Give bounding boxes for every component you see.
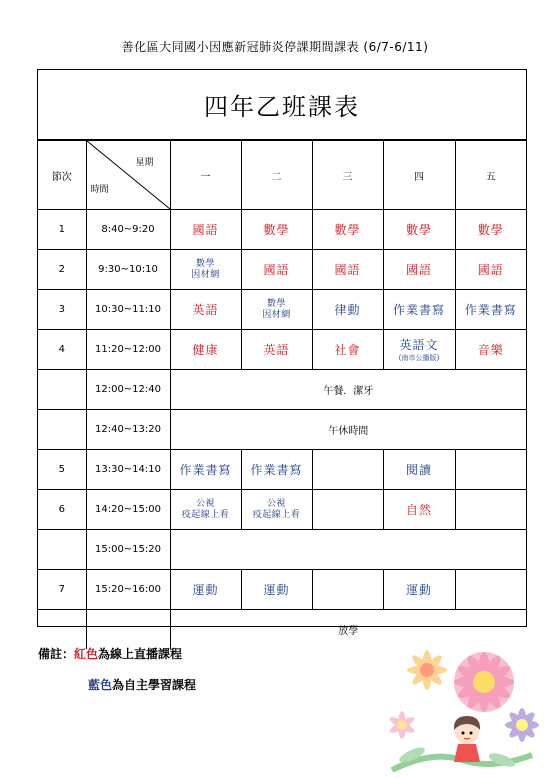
class-title: 四年乙班課表 bbox=[38, 70, 526, 140]
subject-cell-mon bbox=[170, 330, 241, 370]
table-row bbox=[38, 290, 526, 330]
subject-cell-fri bbox=[455, 210, 526, 250]
merged-activity-cell bbox=[170, 530, 526, 570]
period-cell: 1 bbox=[38, 210, 86, 250]
subject-name: 運動 bbox=[192, 583, 219, 597]
subject-name: 國語 bbox=[263, 263, 290, 277]
day-header-thu: 四 bbox=[383, 141, 455, 210]
time-cell bbox=[86, 610, 170, 650]
subject-cell-thu bbox=[383, 450, 455, 490]
timetable-grid bbox=[38, 140, 526, 649]
subject-name: 健康 bbox=[192, 343, 219, 357]
subject-subtitle: (南市公播版) bbox=[398, 353, 440, 362]
weekday-label: 星期 bbox=[135, 158, 154, 168]
day-header-tue: 二 bbox=[241, 141, 312, 210]
subject-cell-mon bbox=[170, 290, 241, 330]
subject-name: 作業書寫 bbox=[179, 463, 232, 477]
subject-name: 社會 bbox=[334, 343, 361, 357]
period-cell: 2 bbox=[38, 250, 86, 290]
time-cell: 11:20~12:00 bbox=[86, 330, 170, 370]
day-header-wed: 三 bbox=[312, 141, 383, 210]
subject-name: 數學 bbox=[266, 298, 286, 309]
subject-cell-mon bbox=[170, 570, 241, 610]
subject-name: 作業書寫 bbox=[250, 463, 303, 477]
subject-cell-mon bbox=[170, 210, 241, 250]
subject-cell-thu bbox=[383, 490, 455, 530]
table-row bbox=[38, 330, 526, 370]
subject-subtitle: 疫起線上看 bbox=[181, 509, 230, 520]
time-cell: 8:40~9:20 bbox=[86, 210, 170, 250]
subject-name: 國語 bbox=[192, 223, 219, 237]
table-row bbox=[38, 210, 526, 250]
subject-cell-tue bbox=[241, 490, 312, 530]
subject-cell-tue bbox=[241, 250, 312, 290]
header-row bbox=[38, 141, 526, 210]
subject-subtitle: 因材網 bbox=[191, 269, 220, 280]
subject-name: 作業書寫 bbox=[392, 303, 445, 317]
subject-name: 國語 bbox=[405, 263, 432, 277]
subject-name: 國語 bbox=[334, 263, 361, 277]
subject-name: 數學 bbox=[477, 223, 504, 237]
time-cell: 12:40~13:20 bbox=[86, 410, 170, 450]
subject-cell-mon bbox=[170, 450, 241, 490]
subject-cell-tue bbox=[241, 290, 312, 330]
subject-name: 運動 bbox=[263, 583, 290, 597]
subject-name: 公視 bbox=[266, 498, 286, 509]
period-cell: 6 bbox=[38, 490, 86, 530]
time-cell: 14:20~15:00 bbox=[86, 490, 170, 530]
period-cell bbox=[38, 410, 86, 450]
subject-name: 數學 bbox=[334, 223, 361, 237]
timetable-sheet bbox=[37, 69, 527, 637]
day-header-mon: 一 bbox=[170, 141, 241, 210]
subject-name: 音樂 bbox=[477, 343, 504, 357]
subject-cell-fri bbox=[455, 570, 526, 610]
subject-name: 英語文 bbox=[399, 337, 439, 352]
flower-girl-illustration bbox=[372, 630, 542, 775]
subject-name: 閱讀 bbox=[405, 463, 432, 477]
subject-name: 數學 bbox=[263, 223, 290, 237]
notes-blue-desc: 為自主學習課程 bbox=[112, 678, 197, 692]
time-cell: 15:20~16:00 bbox=[86, 570, 170, 610]
time-cell: 13:30~14:10 bbox=[86, 450, 170, 490]
subject-cell-thu bbox=[383, 570, 455, 610]
period-cell: 3 bbox=[38, 290, 86, 330]
table-row bbox=[38, 570, 526, 610]
subject-name: 公視 bbox=[195, 498, 215, 509]
table-row bbox=[38, 530, 526, 570]
subject-cell-wed bbox=[312, 330, 383, 370]
subject-name: 自然 bbox=[405, 503, 432, 517]
merged-activity-cell: 午餐．潔牙 bbox=[170, 370, 526, 410]
subject-name: 英語 bbox=[263, 343, 290, 357]
subject-cell-wed bbox=[312, 570, 383, 610]
notes-blue-word: 藍色 bbox=[88, 678, 113, 692]
table-row bbox=[38, 370, 526, 410]
subject-cell-wed bbox=[312, 490, 383, 530]
period-cell bbox=[38, 530, 86, 570]
subject-name: 律動 bbox=[334, 303, 361, 317]
subject-cell-fri bbox=[455, 250, 526, 290]
subject-cell-wed bbox=[312, 250, 383, 290]
subject-cell-wed bbox=[312, 290, 383, 330]
period-cell: 7 bbox=[38, 570, 86, 610]
subject-cell-fri bbox=[455, 490, 526, 530]
subject-cell-tue bbox=[241, 450, 312, 490]
subject-cell-thu bbox=[383, 330, 455, 370]
subject-cell-mon bbox=[170, 490, 241, 530]
subject-name: 國語 bbox=[477, 263, 504, 277]
subject-cell-mon bbox=[170, 250, 241, 290]
subject-name: 英語 bbox=[192, 303, 219, 317]
table-row bbox=[38, 250, 526, 290]
period-cell: 4 bbox=[38, 330, 86, 370]
subject-name: 作業書寫 bbox=[464, 303, 517, 317]
notes-label: 備註： bbox=[38, 647, 75, 661]
day-header-fri: 五 bbox=[455, 141, 526, 210]
document-title: 善化區大同國小因應新冠肺炎停課期間課表 (6/7-6/11) bbox=[121, 40, 429, 54]
notes-red-desc: 為線上直播課程 bbox=[98, 647, 183, 661]
time-label: 時間 bbox=[90, 185, 109, 195]
subject-cell-wed bbox=[312, 450, 383, 490]
merged-activity-cell: 放學 bbox=[170, 610, 526, 650]
time-cell: 9:30~10:10 bbox=[86, 250, 170, 290]
merged-activity-cell: 午休時間 bbox=[170, 410, 526, 450]
table-row bbox=[38, 410, 526, 450]
period-cell bbox=[38, 610, 86, 650]
subject-cell-fri bbox=[455, 330, 526, 370]
time-cell: 15:00~15:20 bbox=[86, 530, 170, 570]
notes-red-word: 紅色 bbox=[74, 647, 99, 661]
subject-cell-thu bbox=[383, 250, 455, 290]
subject-cell-thu bbox=[383, 210, 455, 250]
corner-header bbox=[86, 141, 170, 210]
subject-cell-thu bbox=[383, 290, 455, 330]
diagonal-line bbox=[87, 141, 170, 209]
subject-cell-tue bbox=[241, 210, 312, 250]
time-cell: 12:00~12:40 bbox=[86, 370, 170, 410]
subject-name: 運動 bbox=[405, 583, 432, 597]
subject-name: 數學 bbox=[405, 223, 432, 237]
period-cell: 5 bbox=[38, 450, 86, 490]
period-header: 節次 bbox=[38, 141, 86, 210]
subject-subtitle: 因材網 bbox=[262, 309, 291, 320]
subject-cell-tue bbox=[241, 330, 312, 370]
subject-subtitle: 疫起線上看 bbox=[252, 509, 301, 520]
subject-cell-fri bbox=[455, 290, 526, 330]
subject-cell-wed bbox=[312, 210, 383, 250]
subject-name: 數學 bbox=[195, 258, 215, 269]
notes bbox=[38, 645, 197, 692]
time-cell: 10:30~11:10 bbox=[86, 290, 170, 330]
subject-cell-fri bbox=[455, 450, 526, 490]
period-cell bbox=[38, 370, 86, 410]
subject-cell-tue bbox=[241, 570, 312, 610]
table-row bbox=[38, 490, 526, 530]
table-row bbox=[38, 450, 526, 490]
